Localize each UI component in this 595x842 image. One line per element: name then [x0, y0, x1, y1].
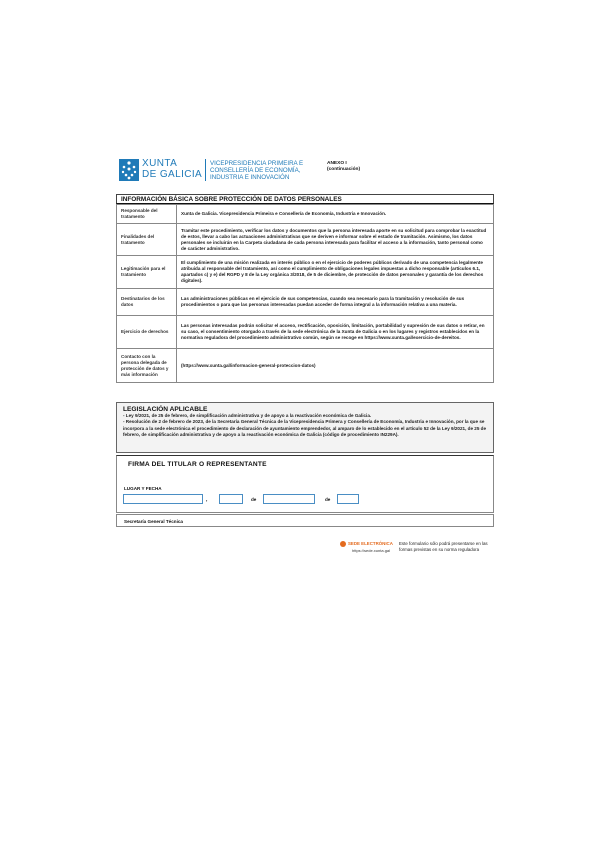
dept-line-2: CONSELLERÍA DE ECONOMÍA, [210, 167, 301, 174]
data-protection-title: INFORMACIÓN BÁSICA SOBRE PROTECCIÓN DE DATOS PERSONALES [116, 194, 494, 204]
table-row [117, 205, 494, 224]
table-row [117, 256, 494, 289]
dept-line-3: INDUSTRIA E INNOVACIÓN [210, 174, 290, 181]
sede-url[interactable]: https://sede.xunta.gal [352, 548, 391, 553]
sede-icon [340, 541, 346, 547]
row-label: Destinatarios de los datos [117, 289, 177, 316]
row-label: Contacto con la persona delegada de protección de datos y más información [117, 349, 177, 383]
year-field[interactable] [337, 494, 359, 504]
de-label: de [251, 497, 257, 502]
row-value: (https://www.xunta.gal/informacion-general-proteccion-datos) [177, 349, 494, 383]
table-row [117, 349, 494, 383]
logo-line-2: DE GALICIA [142, 169, 203, 180]
row-value: Las administraciones públicas en el ejercicio de sus competencias, cuando sea necesario para la tramitación y resolución de sus procedimientos o para que las personas interesadas puedan acceder de forma integral a la información relativa a una materia. [177, 289, 494, 316]
day-field[interactable] [219, 494, 243, 504]
comma-separator: , [206, 497, 208, 503]
month-field[interactable] [263, 494, 315, 504]
signature-section [116, 455, 494, 513]
xunta-logo-text [142, 158, 202, 180]
signature-title: FIRMA DEL TITULAR O REPRESENTANTE [128, 461, 267, 468]
footer-note: Este formulario sólo podrá presentarse en las formas previstas en su norma reguladora [399, 541, 488, 552]
place-date-label: LUGAR Y FECHA [124, 486, 162, 491]
annex-title: ANEXO I [327, 161, 347, 166]
table-row [117, 316, 494, 349]
row-label: Finalidades del tratamento [117, 224, 177, 256]
place-field[interactable] [123, 494, 203, 504]
data-protection-table [116, 204, 494, 383]
logo-divider [205, 159, 206, 181]
dept-line-1: VICEPRESIDENCIA PRIMEIRA E [210, 160, 304, 167]
row-value: Tramitar este procedimiento, verificar los datos y documentos que la persona interesada aporte en su solicitud para comprobar la exactitud de estos, llevar a cabo las actuaciones administrativas que se deriven e informar sobre el estado de tramitación. Asimismo, los datos personales se incluirán en la Carpeta ciudadana de cada persona interesada para facilitar el acceso a la información, tanto personal como de carácter administrativo. [177, 224, 494, 256]
table-row [117, 289, 494, 316]
row-value: El cumplimiento de una misión realizada en interés público o en el ejercicio de poderes públicos derivado de una competencia legalmente atribuida al responsable del tratamiento, así como el cumplimiento de obligaciones legales impuestas a dicho responsable (artículos 6.1, apartados c) y e) del RGPD y 8 de la Ley orgánica 3/2018, de 5 de diciembre, de protección de datos personales y garantía de los derechos digitales). [177, 256, 494, 289]
logo-line-1: XUNTA [142, 158, 178, 169]
row-label: Legitimación para el tratamiento [117, 256, 177, 289]
xunta-logo-icon [119, 159, 139, 181]
legislation-item: - Ley 9/2021, de 25 de febrero, de simplificación administrativa y de apoyo a la reactivación económica de Galicia. [123, 413, 372, 418]
annex-continuation: (continuación) [327, 166, 361, 172]
row-label: Ejercicio de derechos [117, 316, 177, 349]
document-header [119, 157, 479, 183]
row-value: Xunta de Galicia. Vicepresidencia Primeira e Consellería de Economía, Industria e Innovación. [177, 205, 494, 224]
legislation-box [116, 402, 494, 453]
de-label: de [325, 497, 331, 502]
annex-label [327, 161, 360, 172]
legislation-title: LEGISLACIÓN APLICABLE [123, 406, 208, 413]
sede-label: SEDE ELECTRÓNICA [348, 541, 393, 546]
sede-electronica-logo [340, 540, 396, 554]
secretaria-box: Secretaría General Técnica [116, 514, 494, 527]
table-row [117, 224, 494, 256]
legislation-item: - Resolución de 2 de febrero de 2023, de la Secretaría General Técnica de la Vicepresidencia Primera y Consellería de Economía, Industria e Innovación, por la que se incorpora a la sede electrónica el procedimiento de declaración de ayuntamiento emprendedor, al amparo de lo establecido en el artículo 52 de la Ley 9/2021, de 25 de febrero, de simplificación administrativa y de apoyo a la reactivación económica de Galicia (código de procedimiento IN229A). [123, 419, 487, 437]
row-value: Las personas interesadas podrán solicitar el acceso, rectificación, oposición, limitación, portabilidad y supresión de sus datos o retirar, en su caso, el consentimiento otorgado a través de la sede electrónica de la Xunta de Galicia o en los lugares y registros establecidos en la normativa reguladora del procedimiento administrativo común, según se recoge en https://www.xunta.gal/exercicio-de-dereitos. [177, 316, 494, 349]
row-label: Responsable del tratamento [117, 205, 177, 224]
